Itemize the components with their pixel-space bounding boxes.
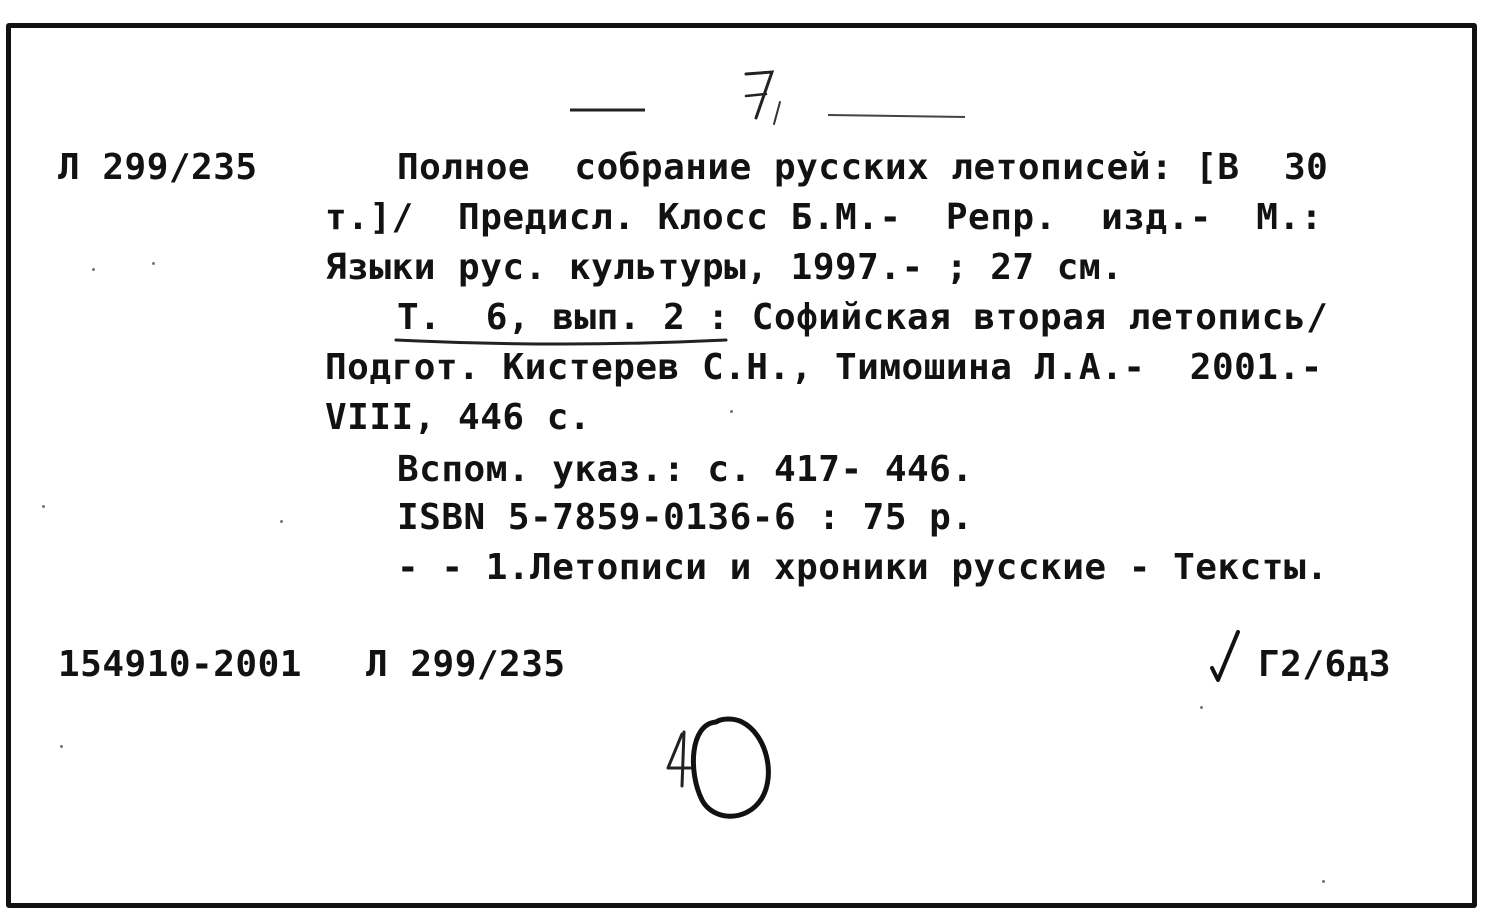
- volume-line-1: Т. 6, вып. 2 : Софийская вторая летопись/: [397, 297, 1329, 338]
- volume-line-3: VIII, 446 с.: [325, 397, 592, 438]
- accession-number: 154910-2001: [58, 644, 302, 685]
- scan-speck: [1322, 880, 1325, 883]
- handwritten-circled-number: [650, 712, 790, 832]
- call-number: Л 299/235: [58, 147, 258, 188]
- title-line-1: Полное собрание русских летописей: [В 30: [397, 147, 1329, 188]
- isbn-note: ISBN 5-7859-0136-6 : 75 р.: [397, 497, 974, 538]
- scan-speck: [280, 520, 283, 523]
- class-code: Г2/6д3: [1258, 644, 1392, 685]
- scan-speck: [152, 262, 155, 265]
- scan-speck: [42, 505, 45, 508]
- title-line-3: Языки рус. культуры, 1997.- ; 27 см.: [325, 247, 1124, 288]
- index-note: Вспом. указ.: с. 417- 446.: [397, 449, 974, 490]
- check-mark-icon: [1208, 628, 1248, 684]
- title-line-2: т.]/ Предисл. Клосс Б.М.- Репр. изд.- М.:: [325, 197, 1323, 238]
- scan-speck: [730, 410, 733, 413]
- scan-speck: [60, 745, 63, 748]
- shelf-mark: Л 299/235: [366, 644, 566, 685]
- subject-heading: - - 1.Летописи и хроники русские - Тексты.: [397, 547, 1329, 588]
- scan-speck: [1200, 706, 1203, 709]
- handwritten-top-number: [560, 60, 980, 140]
- volume-line-2: Подгот. Кистерев С.Н., Тимошина Л.А.- 2001.-: [325, 347, 1323, 388]
- scan-speck: [92, 268, 95, 271]
